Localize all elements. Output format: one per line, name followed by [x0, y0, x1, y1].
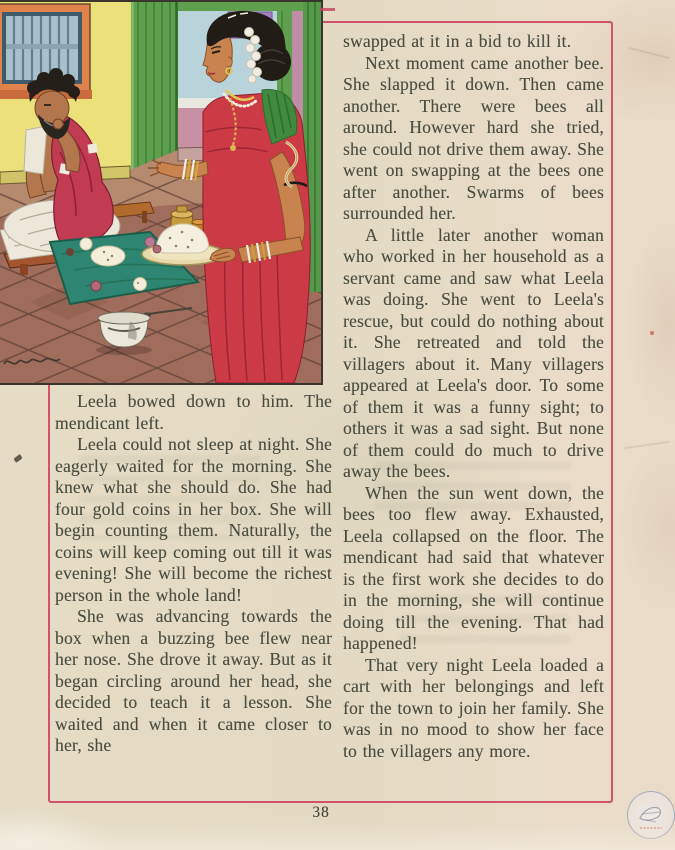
story-paragraph: That very night Leela loaded a cart with her belongings and left for the town to join her family. She was in no mood to show her face to the villagers any more.	[343, 654, 604, 761]
red-mark	[320, 8, 335, 11]
paper-crease	[624, 441, 670, 449]
paper-crease	[628, 47, 669, 59]
rice-mound	[91, 246, 125, 266]
ink-speck	[13, 454, 22, 463]
story-illustration	[0, 0, 323, 385]
story-paragraph: When the sun went down, the bees too flew away. Exhausted, Leela collapsed on the floor. The mendicant had said that whatever is the first work she decides to do in the morning, she will continue doing till the evening. That had happened!	[343, 482, 604, 653]
right-text-column	[343, 31, 604, 762]
story-paragraph: Leela could not sleep at night. She eagerly waited for the morning. She knew what she should do. She had four gold coins in her box. She will begin counting them. Naturally, the coins will keep coming out till it was evening! She will become the richest person in the whole land!	[55, 434, 332, 605]
story-paragraph: Leela bowed down to him. The mendicant left.	[55, 391, 332, 433]
page-number: 38	[312, 804, 330, 821]
publisher-stamp-icon	[627, 791, 675, 839]
story-paragraph: Next moment came another bee. She slapped it down. Then came another. There were bees all around. However hard she tried, she could not drive them away. She went on swapping at the bees one after another. Swarms of bees surrounded her.	[343, 52, 604, 223]
story-paragraph: swapped at it in a bid to kill it.	[343, 31, 572, 51]
story-paragraph: A little later another woman who worked in her household as a servant came and saw what Leela was doing. She went to Leela's rescue, but could do nothing about it. She retreated and told the villagers about it. Many villagers appeared at Leela's door. To some of them it was a funny sight; to others it was a sad sight. But none of them could do much to drive away the bees.	[343, 224, 604, 481]
story-paragraph: She was advancing towards the box when a buzzing bee flew near her nose. She drove it away. But as it began circling around her head, she decided to teach it a lesson. She waited and when it came closer to her, she	[55, 606, 332, 755]
left-text-column	[55, 391, 332, 757]
red-speck	[650, 331, 654, 335]
